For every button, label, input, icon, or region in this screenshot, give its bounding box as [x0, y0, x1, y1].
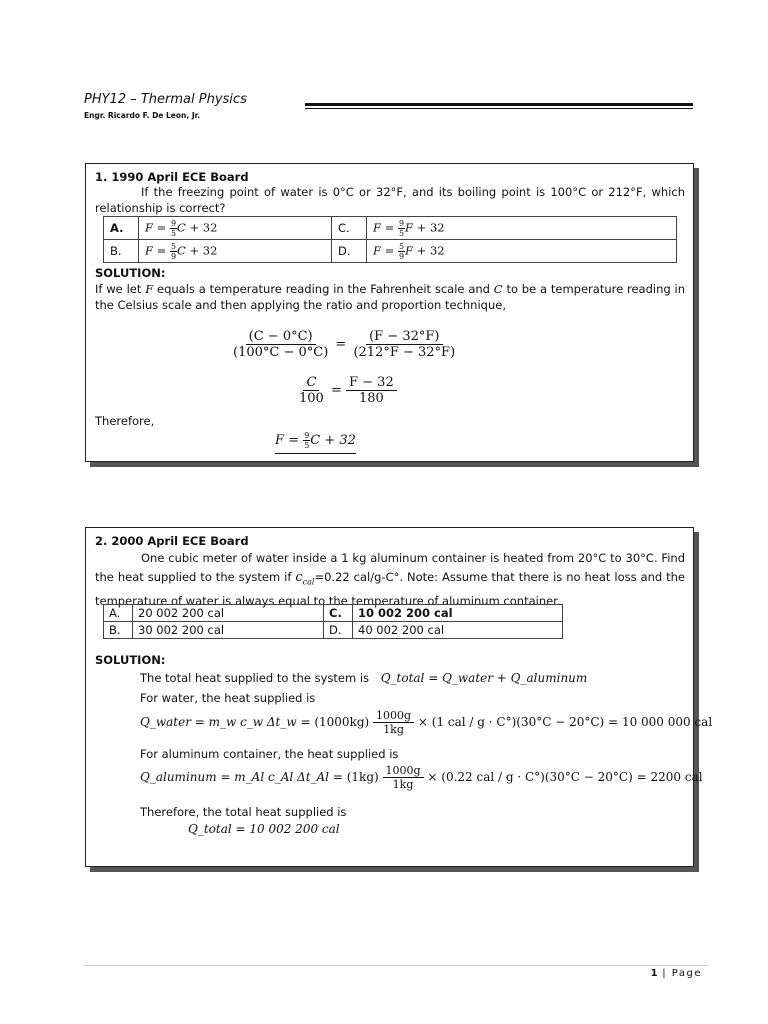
final-answer: F = $\frac{9}{5}$ C + 32	[275, 431, 356, 454]
problem-1-title: 1. 1990 April ECE Board	[95, 170, 249, 184]
solution-line-water: For water, the heat supplied is	[140, 691, 316, 705]
option-letter: C.	[332, 217, 367, 240]
equation-ratio: $\frac{(C - 0^\circ C)}{(100^\circ C - 0^\circ C)}$ = $\frac{(F - 32^\circ F)}{(212^\circ F - 32^\circ F)}$	[233, 329, 456, 360]
problem-1-question: If the freezing point of water is 0°C or 32°F, and its boiling point is 100°C or 212°F, which relationship is correct?	[95, 185, 685, 215]
footer-rule	[84, 965, 708, 966]
option-d-expr: F = $\frac{5}{9}$ F + 32	[367, 240, 677, 263]
page-footer	[651, 968, 702, 979]
header-rule-thin	[305, 108, 693, 109]
course-title: PHY12 – Thermal Physics	[84, 92, 247, 107]
header-rule-thick	[305, 103, 693, 106]
water-heat-equation: Q_water = m_w c_w Δt_w = (1000kg) $\frac{1000g}{1kg}$ × (1 cal / g · C°)(30°C − 20°C) = 10 000 000 cal	[140, 709, 713, 736]
problem-2-options	[103, 604, 563, 639]
solution-paragraph: If we let F equals a temperature reading in the Fahrenheit scale and C to be a temperature reading in the Celsius scale and then applying the ratio and proportion technique,	[95, 282, 685, 312]
option-c-value: 10 002 200 cal	[353, 605, 563, 622]
therefore-label: Therefore,	[95, 414, 155, 428]
problem-2-title: 2. 2000 April ECE Board	[95, 534, 249, 548]
aluminum-heat-equation: Q_aluminum = m_Al c_Al Δt_Al = (1kg) $\frac{1000g}{1kg}$ × (0.22 cal / g · C°)(30°C − 20°C) = 2200 cal	[140, 764, 703, 791]
option-letter: D.	[324, 622, 353, 639]
option-letter: C.	[324, 605, 353, 622]
problem-1-box	[85, 163, 694, 462]
solution-line-total: The total heat supplied to the system is Q_total = Q_water + Q_aluminum	[140, 671, 588, 685]
problem-1-options	[103, 216, 677, 263]
total-heat-result: Q_total = 10 002 200 cal	[188, 822, 340, 836]
option-b-value: 30 002 200 cal	[133, 622, 324, 639]
page-number: 1	[650, 968, 658, 979]
solution-label: SOLUTION:	[95, 266, 166, 280]
solution-line-total-result: Therefore, the total heat supplied is	[140, 805, 347, 819]
solution-line-aluminum: For aluminum container, the heat supplied is	[140, 747, 399, 761]
page-label: | Page	[662, 968, 702, 979]
problem-2-question: One cubic meter of water inside a 1 kg aluminum container is heated from 20°C to 30°C. Find the heat supplied to the system if $c_{cal}=0.22$ cal/g-C°. Note: Assume that there is no heat loss and the temperature of water is always equal to the temperature of aluminum container.	[95, 551, 686, 608]
solution-label: SOLUTION:	[95, 653, 166, 667]
option-a-value: 20 002 200 cal	[133, 605, 324, 622]
option-letter: B.	[104, 240, 139, 263]
option-letter: B.	[104, 622, 133, 639]
option-c-expr: F = $\frac{9}{5}$ F + 32	[367, 217, 677, 240]
option-letter: A.	[104, 217, 139, 240]
option-a-expr: F = $\frac{9}{5}$ C + 32	[139, 217, 332, 240]
author-name: Engr. Ricardo F. De Leon, Jr.	[84, 111, 201, 120]
option-b-expr: F = $\frac{5}{9}$ C + 32	[139, 240, 332, 263]
option-letter: D.	[332, 240, 367, 263]
problem-2-box	[85, 527, 713, 867]
option-d-value: 40 002 200 cal	[353, 622, 563, 639]
equation-simplified: $\frac{C}{100}$ = $\frac{F - 32}{180}$	[296, 376, 397, 405]
option-letter: A.	[104, 605, 133, 622]
